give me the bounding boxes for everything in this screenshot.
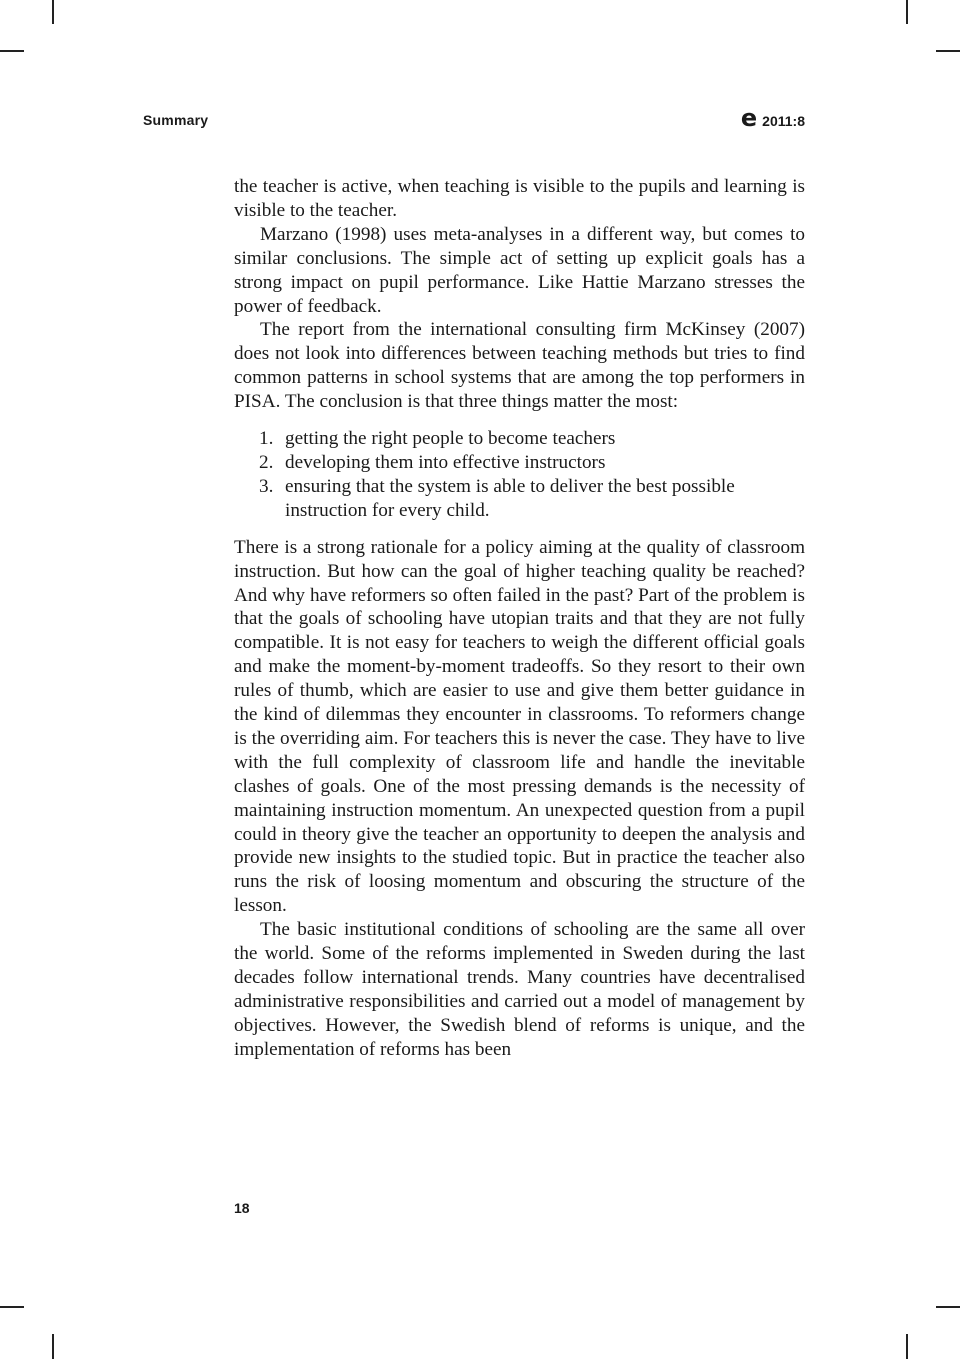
list-item-number: 3.	[259, 475, 274, 497]
list-item	[259, 427, 805, 451]
list-item	[259, 475, 805, 523]
paragraph: The report from the international consulting firm McKinsey (2007) does not look into differences between teaching methods but tries to find common patterns in school systems that are among the top performers in PISA. The conclusion is that three things matter the most:	[234, 319, 805, 413]
crop-mark	[0, 50, 24, 52]
list-item-text: developing them into effective instructors	[285, 451, 606, 473]
crop-mark	[936, 50, 960, 52]
crop-mark	[0, 1306, 24, 1308]
list-item-text: getting the right people to become teachers	[285, 428, 616, 450]
crop-mark	[936, 1306, 960, 1308]
paragraph: Marzano (1998) uses meta-analyses in a different way, but comes to similar conclusions. The simple act of setting up explicit goals has a strong impact on pupil performance. Like Hattie Marzano stresses the power of feedback.	[234, 223, 805, 317]
list-item	[259, 451, 805, 475]
paragraph: The basic institutional conditions of schooling are the same all over the world. Some of the reforms implemented in Sweden during the last decades follow international trends. Many countries have decentralised administrative responsibilities and carried out a model of management by objectives. However, the Swedish blend of reforms is unique, and the implementation of reforms has been	[234, 919, 805, 1060]
running-header-section: Summary	[143, 112, 209, 128]
paragraph: There is a strong rationale for a policy aiming at the quality of classroom instruction. But how can the goal of higher teaching quality be reached? And why have reformers so often failed in the past? Part of the problem is that the goals of schooling have utopian traits and that they are not fully compatible. It is not easy for teachers to weigh the different official goals and make the moment-by-moment tradeoffs. So they resort to their own rules of thumb, which are easier to use and give them better guidance in the kind of dilemmas they encounter in classrooms. To reformers change is the overriding aim. For teachers this is never the case. They have to live with the full complexity of classroom life and handle the inevitable clashes of goals. One of the most pressing demands is the necessity of maintaining instruction momentum. An unexpected question from a pupil could in theory give the teacher an opportunity to deepen the analysis and provide new insights to the studied topic. But in practice the teacher also runs the risk of loosing momentum and obscuring the structure of the lesson.	[234, 536, 805, 917]
body-text	[234, 175, 805, 1062]
crop-mark	[906, 0, 908, 24]
crop-mark	[52, 1334, 54, 1359]
list-item-text: ensuring that the system is able to deliver the best possible instruction for every child.	[285, 475, 735, 521]
crop-mark	[906, 1334, 908, 1359]
list-item-number: 2.	[259, 451, 274, 473]
page-number: 18	[234, 1200, 250, 1216]
issue-number: 2011:8	[762, 113, 805, 129]
crop-mark	[52, 0, 54, 24]
publisher-logo: e	[740, 104, 757, 132]
numbered-list	[234, 427, 805, 523]
list-item-number: 1.	[259, 428, 274, 450]
running-header-issue	[741, 106, 805, 130]
paragraph: the teacher is active, when teaching is visible to the pupils and learning is visible to the teacher.	[234, 176, 805, 221]
